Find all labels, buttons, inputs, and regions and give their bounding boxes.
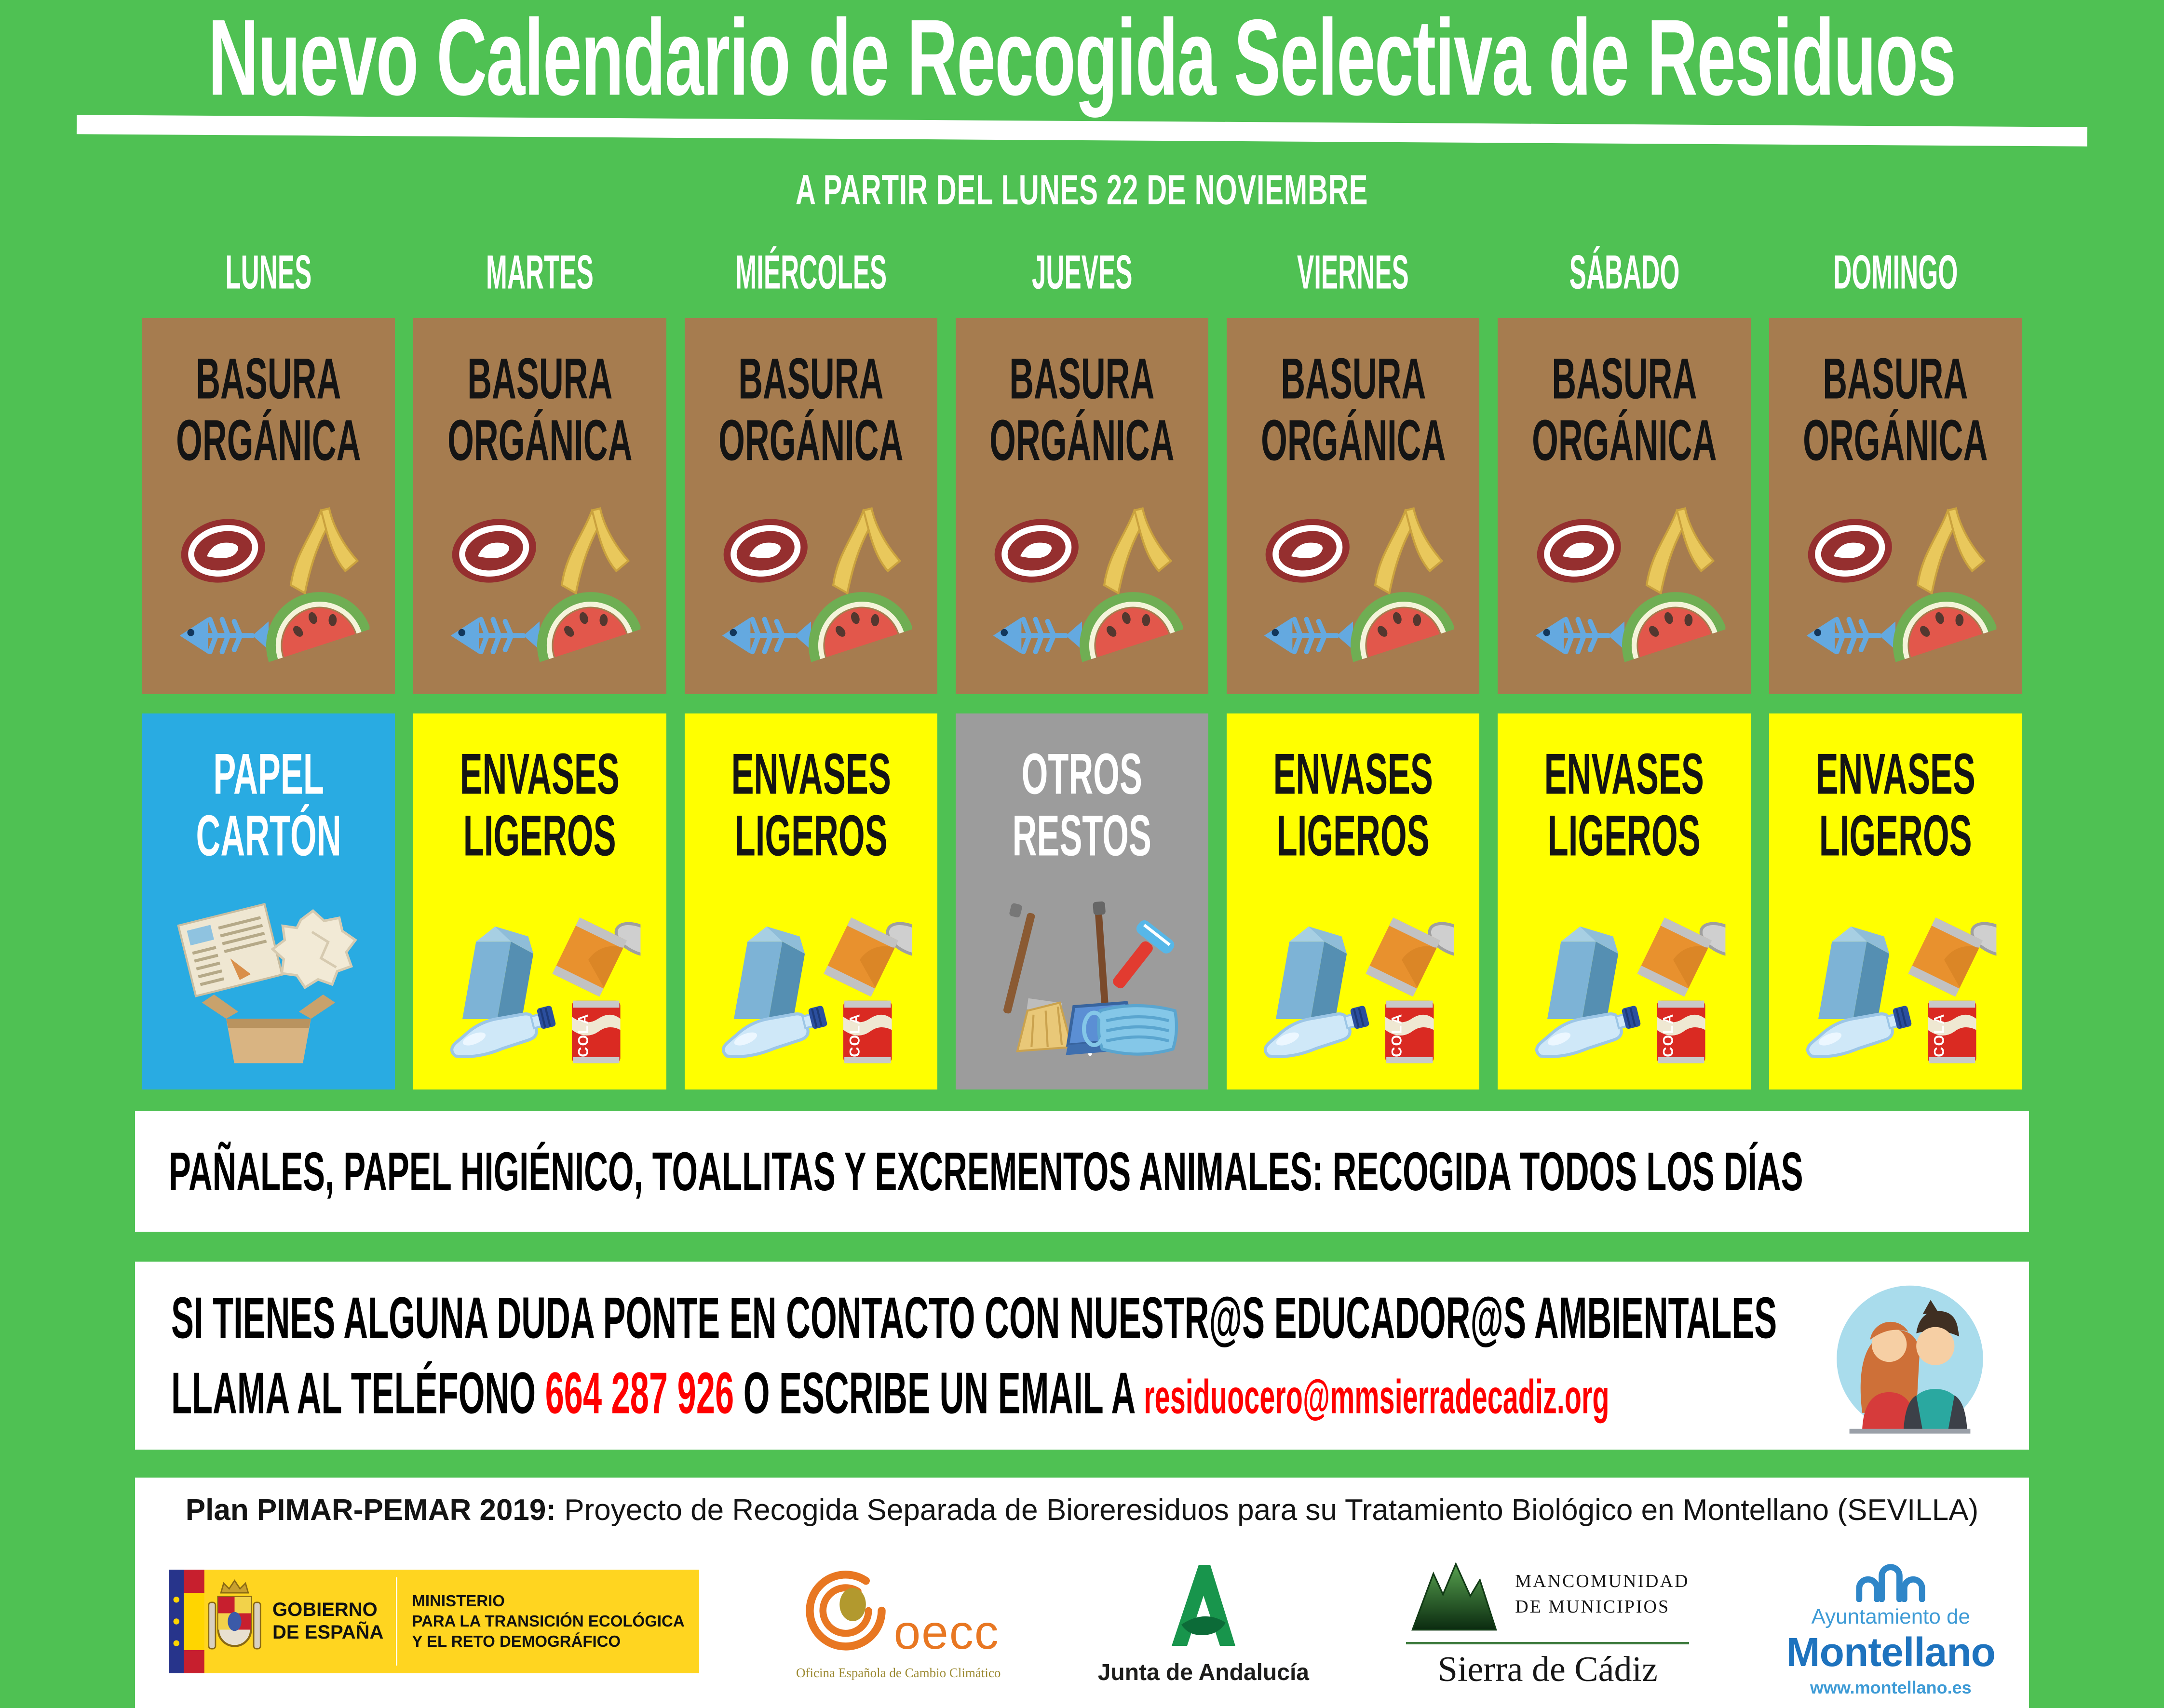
organic-waste-icons xyxy=(1792,502,1999,674)
card-title-line: ENVASES xyxy=(1273,741,1433,806)
card-title-line: BASURA xyxy=(196,346,341,411)
day-column-lunes xyxy=(142,245,395,1089)
card-title-line: BASURA xyxy=(738,346,884,411)
organic-waste-card xyxy=(413,318,666,694)
light-packaging-card xyxy=(1498,713,1750,1089)
junta-a-icon xyxy=(1160,1557,1247,1654)
card-title-line: RESTOS xyxy=(1012,803,1152,868)
spain-eu-flag-icon xyxy=(169,1570,204,1673)
day-column-miercoles xyxy=(685,245,937,1089)
light-packaging-icons xyxy=(1249,898,1457,1069)
light-packaging-icons xyxy=(436,898,643,1069)
contact-phone-number: 664 287 926 xyxy=(545,1360,734,1426)
card-title-line: ORGÁNICA xyxy=(718,408,904,472)
card-title-line: PAPEL xyxy=(213,741,324,806)
mancomunidad-sierra-de-cadiz-logo xyxy=(1406,1553,1689,1690)
gobierno-name-line: GOBIERNO xyxy=(272,1599,378,1620)
gobierno-de-espana-logo xyxy=(169,1570,699,1673)
contact-email-address: residuocero@mmsierradecadiz.org xyxy=(1144,1371,1609,1424)
day-column-jueves xyxy=(956,245,1208,1089)
card-title-line: ENVASES xyxy=(1815,741,1975,806)
start-date-subtitle: A PARTIR DEL LUNES 22 DE NOVIEMBRE xyxy=(796,166,1368,213)
day-header: DOMINGO xyxy=(1833,245,1958,299)
montellano-name: Montellano xyxy=(1786,1629,1995,1675)
paper-cardboard-icons xyxy=(165,898,372,1069)
plan-label: Plan PIMAR-PEMAR 2019: xyxy=(185,1493,556,1527)
plan-caption xyxy=(169,1493,1995,1527)
oecc-logo xyxy=(796,1562,1001,1681)
organic-waste-card xyxy=(142,318,395,694)
card-title-line: CARTÓN xyxy=(196,803,341,868)
day-header: JUEVES xyxy=(1031,245,1133,299)
gobierno-name-line: DE ESPAÑA xyxy=(272,1622,384,1643)
organic-waste-card xyxy=(1769,318,2022,694)
card-title-line: BASURA xyxy=(1009,346,1155,411)
montellano-arches-icon xyxy=(1850,1545,1932,1602)
organic-waste-card xyxy=(956,318,1208,694)
montellano-url: www.montellano.es xyxy=(1810,1678,1972,1697)
spain-coat-of-arms-icon xyxy=(204,1570,265,1673)
ministry-name-line: MINISTERIO xyxy=(412,1591,505,1610)
day-column-sabado xyxy=(1498,245,1750,1089)
environmental-educators-illustration xyxy=(1830,1276,1989,1435)
oecc-caption: Oficina Española de Cambio Climático xyxy=(796,1665,1001,1680)
mancomunidad-line: DE MUNICIPIOS xyxy=(1515,1597,1670,1617)
day-column-martes xyxy=(413,245,666,1089)
page-title: Nuevo Calendario de Recogida Selectiva de Residuos xyxy=(208,0,1956,118)
other-waste-icons xyxy=(978,898,1186,1069)
card-title-line: LIGEROS xyxy=(1819,803,1972,868)
day-column-viernes xyxy=(1227,245,1479,1089)
plan-description: Proyecto de Recogida Separada de Bioreresiduos para su Tratamiento Biológico en Montellano (SEVILLA) xyxy=(556,1493,1979,1527)
light-packaging-card xyxy=(413,713,666,1089)
organic-waste-card xyxy=(1498,318,1750,694)
light-packaging-card xyxy=(685,713,937,1089)
organic-waste-card xyxy=(1227,318,1479,694)
mountains-icon xyxy=(1406,1553,1502,1636)
light-packaging-card xyxy=(1227,713,1479,1089)
organic-waste-icons xyxy=(707,502,915,674)
light-packaging-icons xyxy=(1521,898,1728,1069)
light-packaging-card xyxy=(1769,713,2022,1089)
card-title-line: LIGEROS xyxy=(463,803,616,868)
day-header: SÁBADO xyxy=(1569,245,1679,299)
card-title-line: ORGÁNICA xyxy=(1531,408,1717,472)
contact-line1: SI TIENES ALGUNA DUDA PONTE EN CONTACTO CON NUESTR@S EDUCADOR@S AMBIENTALES xyxy=(171,1285,1777,1351)
organic-waste-icons xyxy=(165,502,372,674)
card-title-line: LIGEROS xyxy=(1548,803,1701,868)
card-title-line: BASURA xyxy=(1823,346,1968,411)
ministry-name-line: PARA LA TRANSICIÓN ECOLÓGICA xyxy=(412,1612,685,1630)
card-title-line: OTROS xyxy=(1021,741,1143,806)
light-packaging-icons xyxy=(707,898,915,1069)
daily-collection-note-bar xyxy=(135,1111,2029,1232)
card-title-line: BASURA xyxy=(467,346,612,411)
mancomunidad-line: MANCOMUNIDAD xyxy=(1515,1571,1690,1591)
junta-label: Junta de Andalucía xyxy=(1097,1659,1309,1685)
card-title-line: ENVASES xyxy=(1544,741,1704,806)
footer-bar xyxy=(135,1478,2029,1708)
montellano-line1: Ayuntamiento de xyxy=(1811,1605,1971,1628)
organic-waste-card xyxy=(685,318,937,694)
organic-waste-icons xyxy=(1521,502,1728,674)
day-header: MARTES xyxy=(486,245,594,299)
card-title-line: LIGEROS xyxy=(1276,803,1430,868)
ministry-name-line: Y EL RETO DEMOGRÁFICO xyxy=(412,1632,621,1651)
card-title-line: BASURA xyxy=(1280,346,1426,411)
other-waste-card xyxy=(956,713,1208,1089)
day-column-domingo xyxy=(1769,245,2022,1089)
diaper-icon xyxy=(2162,1141,2164,1202)
ayuntamiento-de-montellano-logo xyxy=(1786,1545,1995,1698)
weekly-calendar xyxy=(0,245,2164,1089)
card-title-line: ORGÁNICA xyxy=(1803,408,1988,472)
organic-waste-icons xyxy=(1249,502,1457,674)
card-title-line: ENVASES xyxy=(731,741,891,806)
day-header: VIERNES xyxy=(1297,245,1409,299)
junta-de-andalucia-logo xyxy=(1098,1557,1309,1686)
card-title-line: ORGÁNICA xyxy=(447,408,633,472)
mancomunidad-name: Sierra de Cádiz xyxy=(1437,1649,1658,1689)
card-title-line: ORGÁNICA xyxy=(1260,408,1446,472)
daily-collection-note: PAÑALES, PAPEL HIGIÉNICO, TOALLITAS Y EXCREMENTOS ANIMALES: RECOGIDA TODOS LOS DÍAS xyxy=(169,1140,1803,1202)
call-prefix-text: LLAMA AL TELÉFONO xyxy=(171,1360,545,1426)
light-packaging-icons xyxy=(1792,898,1999,1069)
contact-info-bar xyxy=(135,1262,2029,1450)
card-title-line: BASURA xyxy=(1551,346,1697,411)
card-title-line: LIGEROS xyxy=(734,803,888,868)
day-header: LUNES xyxy=(225,245,312,299)
oecc-acronym: oecc xyxy=(893,1605,1000,1659)
card-title-line: ENVASES xyxy=(460,741,620,806)
oecc-rings-icon xyxy=(798,1562,894,1659)
email-prefix-text: O ESCRIBE UN EMAIL A xyxy=(734,1360,1144,1426)
mancomunidad-rule xyxy=(1406,1642,1689,1644)
organic-waste-icons xyxy=(436,502,643,674)
organic-waste-icons xyxy=(978,502,1186,674)
card-title-line: ORGÁNICA xyxy=(989,408,1175,472)
card-title-line: ORGÁNICA xyxy=(176,408,361,472)
day-header: MIÉRCOLES xyxy=(735,245,887,299)
paper-cardboard-card xyxy=(142,713,395,1089)
